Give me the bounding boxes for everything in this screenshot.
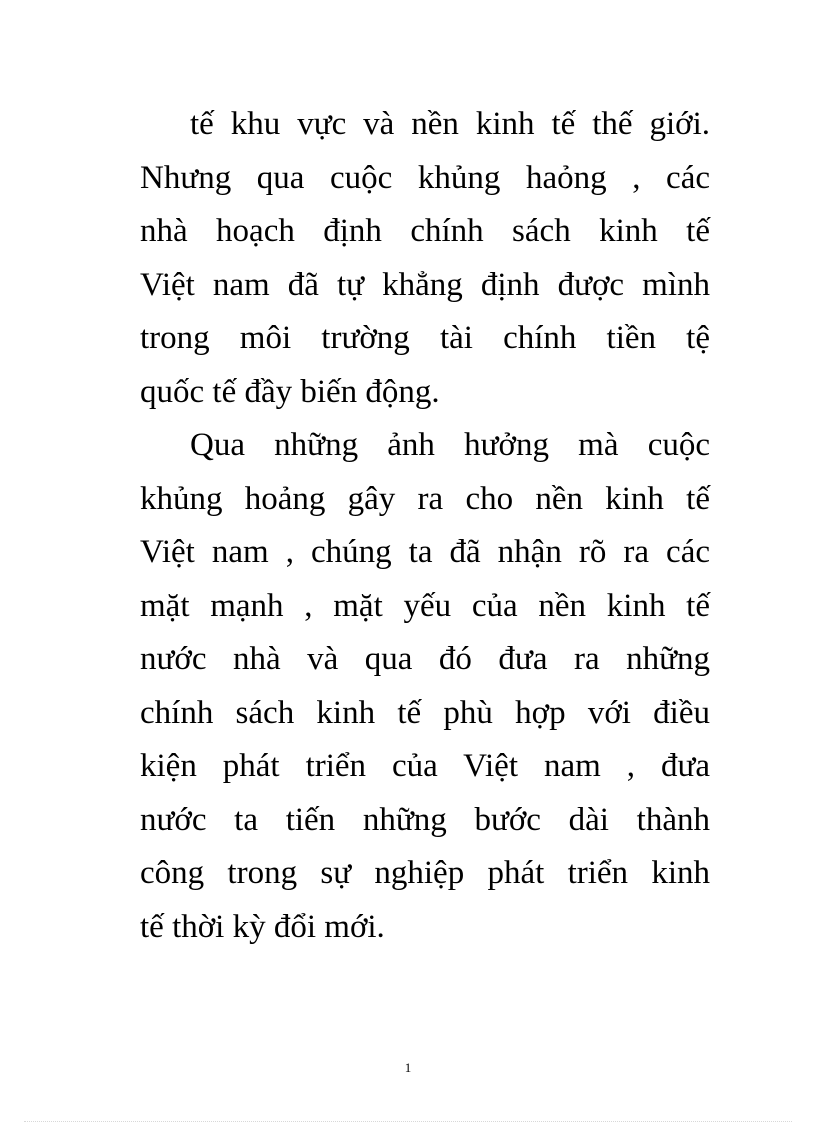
text-line: nhà hoạch định chính sách kinh tế [140, 213, 710, 249]
text-line: chính sách kinh tế phù hợp với điều [140, 694, 710, 731]
text-line: nước ta tiến những bước dài thành [140, 801, 710, 838]
text-line: kiện phát triển của Việt nam , đưa [140, 748, 710, 784]
paragraph-1 [140, 98, 710, 419]
text-line: nước nhà và qua đó đưa ra những [140, 641, 710, 677]
text-line: khủng hoảng gây ra cho nền kinh tế [140, 480, 710, 517]
text-line: Việt nam , chúng ta đã nhận rõ ra các [140, 534, 710, 570]
text-line: mặt mạnh , mặt yếu của nền kinh tế [140, 587, 710, 624]
text-line: quốc tế đầy biến động. [140, 373, 440, 410]
text-line: trong môi trường tài chính tiền tệ [140, 320, 710, 356]
body-text [140, 98, 710, 954]
text-line: tế thời kỳ đổi mới. [140, 908, 385, 945]
text-line: công trong sự nghiệp phát triển kinh [140, 855, 710, 891]
footer-divider [24, 1121, 792, 1122]
page-number: 1 [404, 1060, 412, 1075]
text-line: Việt nam đã tự khẳng định được mình [140, 266, 710, 303]
text-line: Qua những ảnh hưởng mà cuộc [190, 427, 710, 463]
paragraph-2 [140, 419, 710, 954]
text-line: tế khu vực và nền kinh tế thế giới. [190, 106, 710, 142]
text-line: Nhưng qua cuộc khủng haỏng , các [140, 159, 710, 196]
